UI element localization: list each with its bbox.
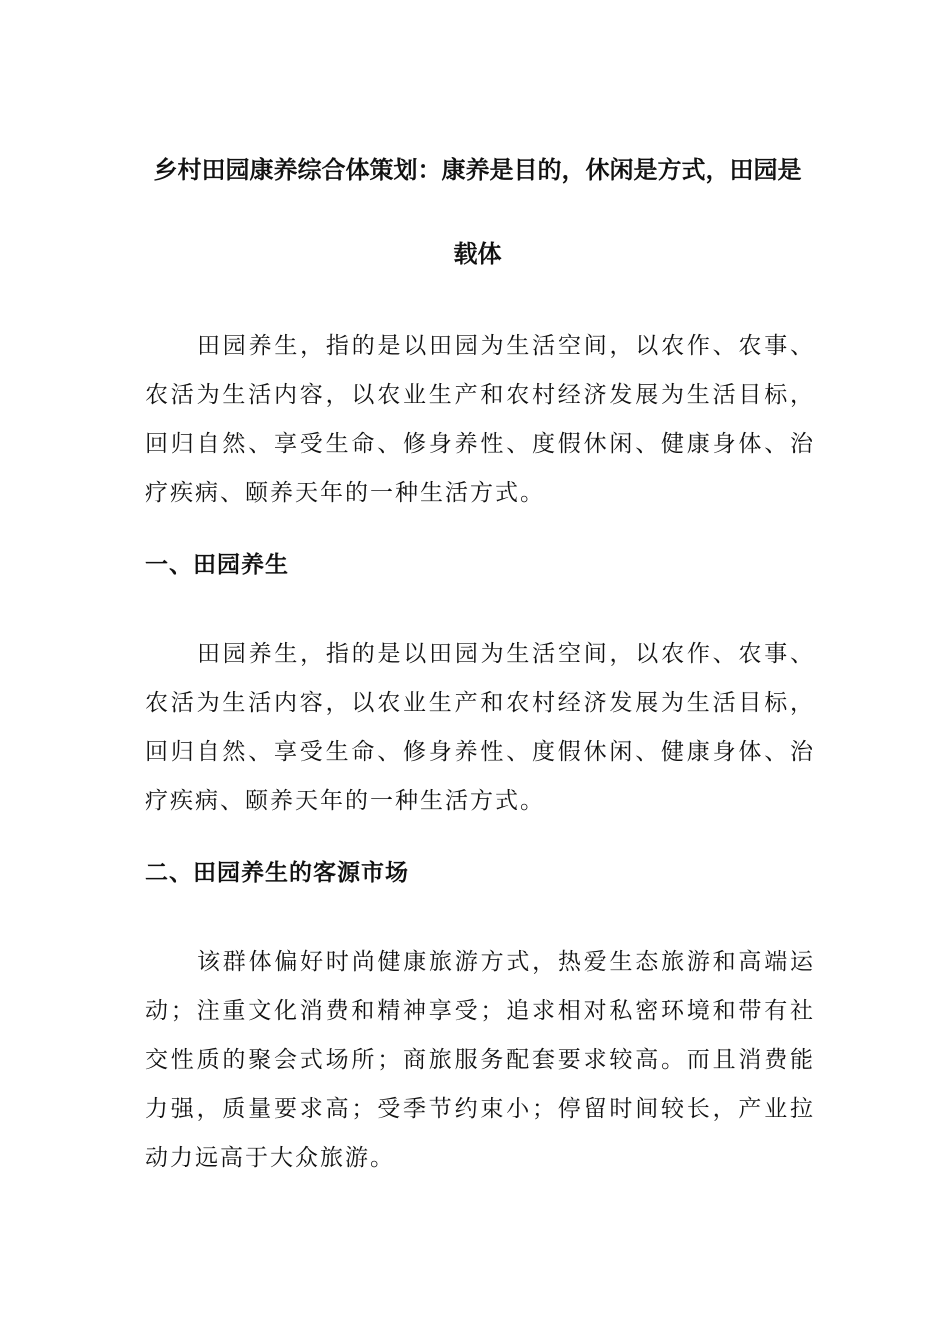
section-paragraph-1: 田园养生，指的是以田园为生活空间，以农作、农事、农活为生活内容，以农业生产和农村经济发展为生活目标，回归自然、享受生命、修身养性、度假休闲、健康身体、治疗疾病、颐养天年的一种生活方式。 — [145, 641, 815, 814]
document-title-line-1: 乡村田园康养综合体策划：康养是目的，休闲是方式，田园是 — [153, 156, 802, 184]
intro-paragraph: 田园养生，指的是以田园为生活空间，以农作、农事、农活为生活内容，以农业生产和农村经济发展为生活目标，回归自然、享受生命、修身养性、度假休闲、健康身体、治疗疾病、颐养天年的一种生活方式。 — [145, 333, 815, 506]
section-heading-2: 二、田园养生的客源市场 — [145, 860, 409, 886]
section-heading-1: 一、田园养生 — [145, 552, 289, 578]
section-paragraph-2: 该群体偏好时尚健康旅游方式，热爱生态旅游和高端运动；注重文化消费和精神享受；追求相对私密环境和带有社交性质的聚会式场所；商旅服务配套要求较高。而且消费能力强，质量要求高；受季节约束小；停留时间较长，产业拉动力远高于大众旅游。 — [145, 949, 815, 1171]
document-title-line-2: 载体 — [453, 240, 502, 268]
